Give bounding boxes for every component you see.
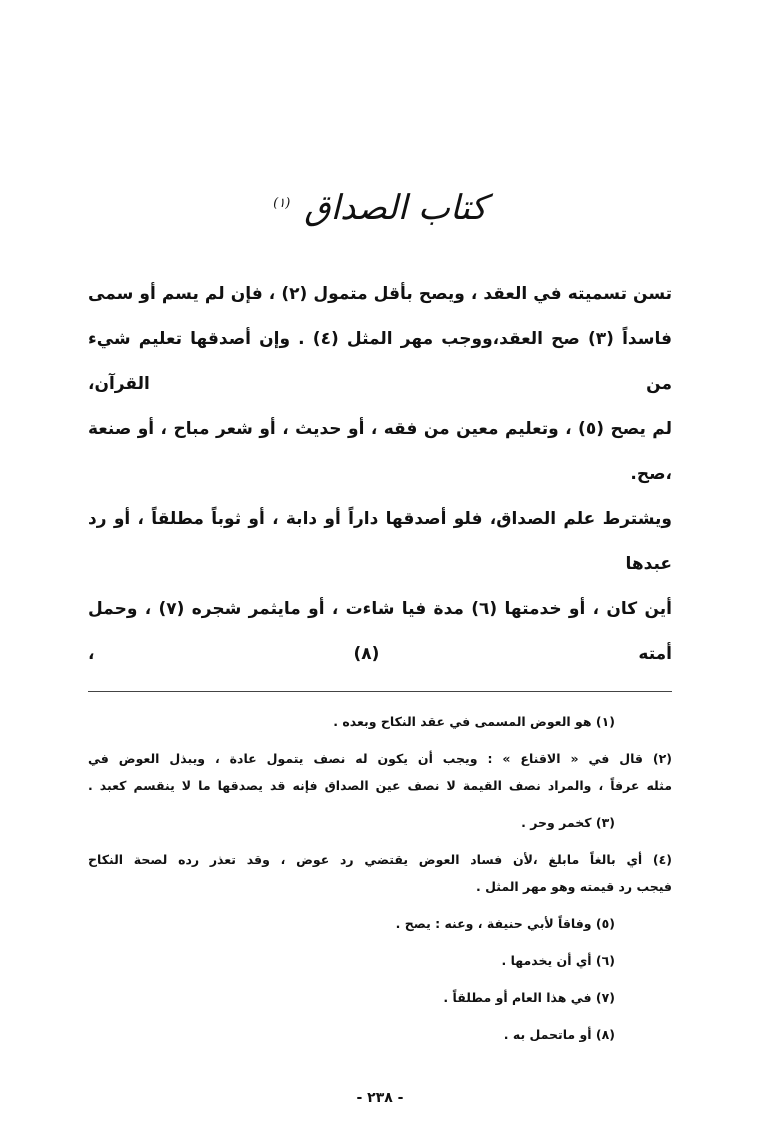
footnote-4-cont: فيجب رد قيمته وهو مهر المثل . [475,879,672,894]
body-line: أين كان ، أو خدمتها (٦) مدة فيا شاءت ، أو مايثمر شجره (٧) ، وحمل أمته (٨) ، [88,599,672,664]
body-line: فاسداً (٣) صح العقد،ووجب مهر المثل (٤) . وإن أصدقها تعليم شيء من القرآن، [88,329,672,394]
body-line: ويشترط علم الصداق، فلو أصدقها داراً أو دابة ، أو ثوباً مطلقاً ، أو رد عبدها [88,509,672,574]
chapter-title-text: كتاب الصداق [304,188,487,228]
title-footnote-ref: (١) [273,196,291,211]
footnote-2-cont: مثله عرفاً ، والمراد نصف القيمة لا نصف عين الصداق فإنه قد يصدقها ما لا ينقسم كعبد . [88,778,672,793]
page-number: - ٢٣٨ - [356,1090,404,1106]
footnote-4: (٤) أي بالغاً مابلغ ،لأن فساد العوض يقتضي رد عوض ، وقد تعذر رده لصحة النكاح [88,852,672,867]
footnote-1: (١) هو العوض المسمى في عقد النكاح وبعده . [333,714,615,729]
footnote-2: (٢) قال في « الاقناع » : ويجب أن يكون له نصف يتمول عادة ، ويبذل العوض في [88,751,672,766]
footnote-divider [88,691,672,692]
footnote-7: (٧) في هذا العام أو مطلقاً . [443,990,615,1005]
footnote-6: (٦) أي أن يخدمها . [501,953,615,968]
chapter-title [88,188,672,228]
footnote-3: (٣) كخمر وحر . [521,815,615,830]
footnote-5: (٥) وفاقاً لأبي حنيفة ، وعنه : يصح . [395,916,615,931]
body-line: تسن تسميته في العقد ، ويصح بأقل متمول (٢) ، فإن لم يسم أو سمى [88,284,673,304]
body-line: لم يصح (٥) ، وتعليم معين من فقه ، أو حديث ، أو شعر مباح ، أو صنعة ،صح. [88,419,673,484]
footnote-8: (٨) أو ماتحمل به . [503,1027,615,1042]
